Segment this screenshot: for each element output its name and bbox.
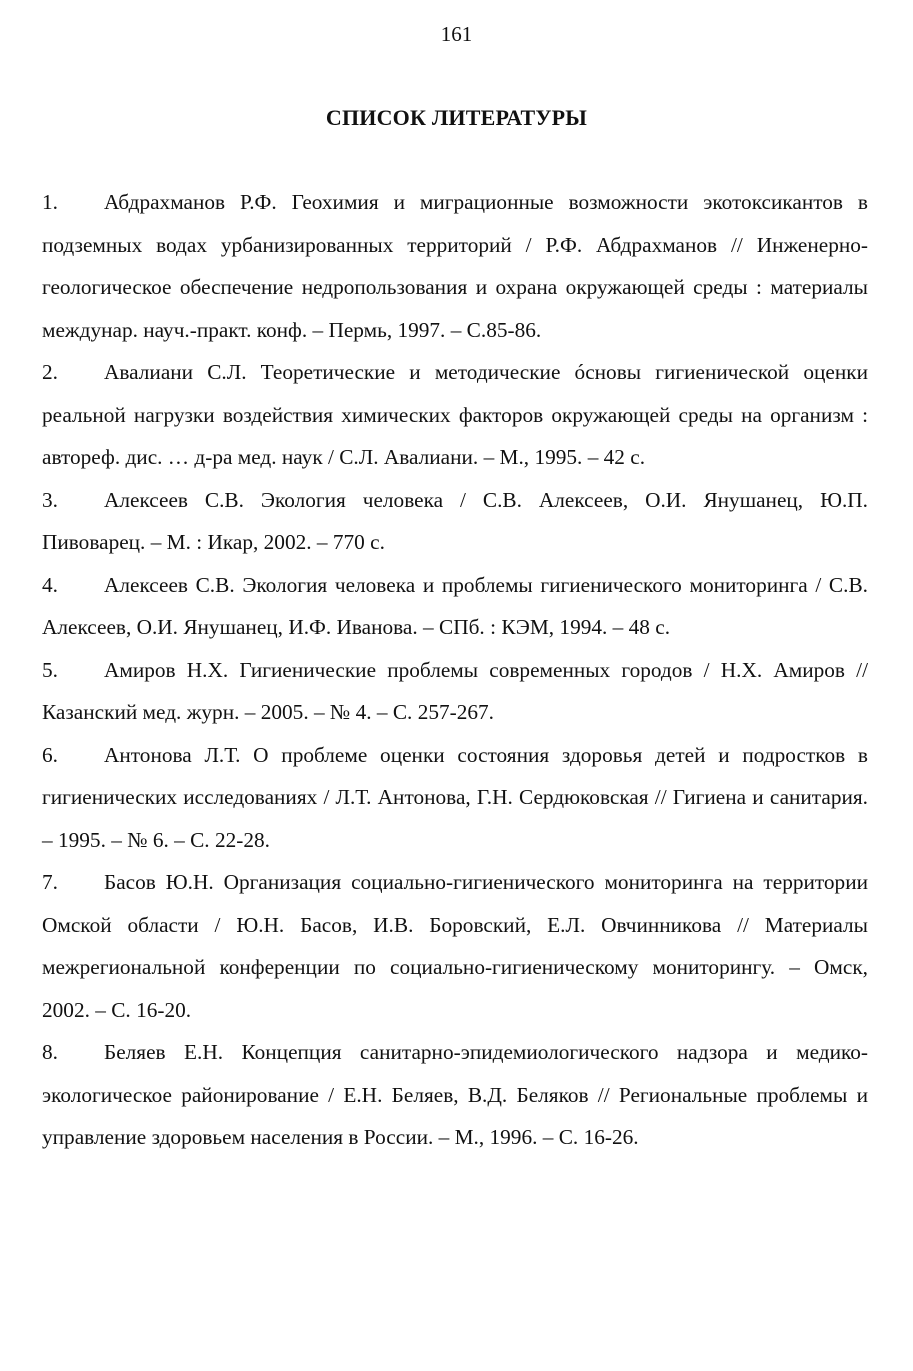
reference-number: 8.: [42, 1040, 58, 1064]
reference-item: [42, 649, 868, 734]
reference-number: 5.: [42, 657, 58, 682]
reference-item: [42, 861, 868, 1031]
reference-number: 1.: [42, 190, 58, 214]
reference-number: 3.: [42, 487, 58, 512]
reference-item: [42, 479, 868, 564]
reference-number: 7.: [42, 870, 58, 894]
reference-text: Алексеев С.В. Экология человека и проблемы гигиенического мониторинга / С.В. Алексеев, О.И. Янушанец, И.Ф. Иванова. – СПб. : КЭМ, 1994. – 48 с.: [42, 572, 868, 639]
reference-text: Амиров Н.Х. Гигиенические проблемы современных городов / Н.Х. Амиров // Казанский мед. журн. – 2005. – № 4. – С. 257-267.: [42, 657, 868, 724]
reference-text: Авалиани С.Л. Теоретические и методические óсновы гигиенической оценки реальной нагрузки воздействия химических факторов окружающей среды на организм : автореф. дис. … д-ра мед. наук / С.Л. Авалиани. – М., 1995. – 42 с.: [42, 360, 868, 469]
reference-item: [42, 1031, 868, 1159]
reference-text: Беляев Е.Н. Концепция санитарно-эпидемиологического надзора и медико-экологическое районирование / Е.Н. Беляев, В.Д. Беляков // Региональные проблемы и управление здоровьем населения в России. – М., 1996. – С. 16-26.: [42, 1040, 868, 1149]
reference-text: Басов Ю.Н. Организация социально-гигиенического мониторинга на территории Омской области / Ю.Н. Басов, И.В. Боровский, Е.Л. Овчинникова // Материалы межрегиональной конференции по социально-гигиеническому мониторингу. – Омск, 2002. – С. 16-20.: [42, 870, 868, 1022]
reference-item: [42, 564, 868, 649]
reference-number: 4.: [42, 572, 58, 597]
page-title: СПИСОК ЛИТЕРАТУРЫ: [325, 105, 588, 130]
reference-text: Абдрахманов Р.Ф. Геохимия и миграционные возможности экотоксикантов в подземных водах урбанизированных территорий / Р.Ф. Абдрахманов // Инженерно-геологическое обеспечение недропользования и охрана окружающей среды : материалы междунар. науч.-практ. конф. – Пермь, 1997. – С.85-86.: [42, 190, 868, 342]
reference-item: [42, 181, 868, 351]
reference-list: [42, 181, 868, 1159]
reference-text: Алексеев С.В. Экология человека / С.В. Алексеев, О.И. Янушанец, Ю.П. Пивоварец. – М. : Икар, 2002. – 770 с.: [42, 487, 868, 554]
reference-item: [42, 734, 868, 862]
reference-text: Антонова Л.Т. О проблеме оценки состояния здоровья детей и подростков в гигиенических исследованиях / Л.Т. Антонова, Г.Н. Сердюковская // Гигиена и санитария. – 1995. – № 6. – С. 22-28.: [42, 742, 868, 852]
reference-number: 2.: [42, 360, 58, 384]
page-number: 161: [440, 22, 473, 46]
reference-item: [42, 351, 868, 479]
reference-number: 6.: [42, 742, 58, 767]
